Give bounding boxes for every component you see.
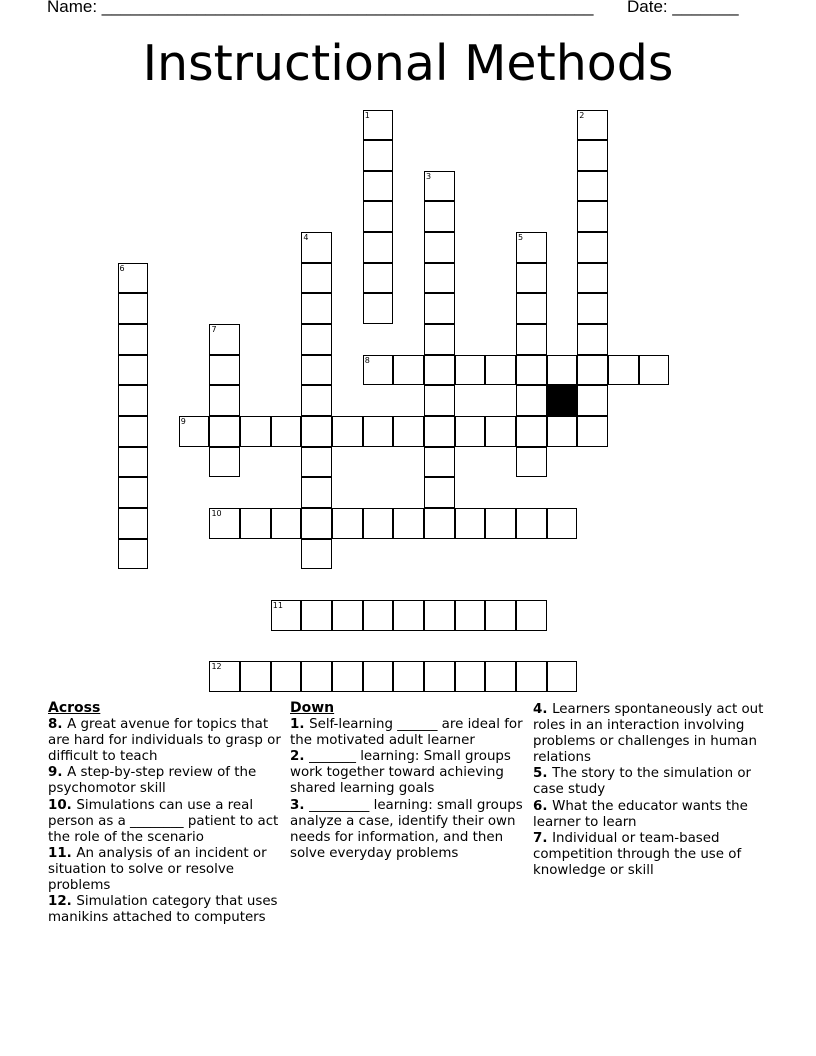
grid-cell[interactable]: [301, 263, 332, 294]
grid-cell[interactable]: [547, 416, 578, 447]
grid-cell[interactable]: [363, 355, 394, 386]
page-title: Instructional Methods: [142, 35, 674, 92]
grid-cell[interactable]: [639, 355, 670, 386]
grid-cell[interactable]: [485, 600, 516, 631]
clue-number-label: 11.: [48, 845, 77, 861]
grid-cell[interactable]: [485, 661, 516, 692]
grid-cell[interactable]: [424, 477, 455, 508]
grid-cell[interactable]: [516, 661, 547, 692]
grid-cell[interactable]: [363, 661, 394, 692]
grid-cell[interactable]: [547, 355, 578, 386]
grid-cell[interactable]: [516, 232, 547, 263]
grid-cell[interactable]: [363, 600, 394, 631]
name-field[interactable]: Name: ____________________________________________________: [47, 0, 594, 16]
grid-cell[interactable]: [547, 661, 578, 692]
grid-cell[interactable]: [301, 661, 332, 692]
grid-cell[interactable]: [485, 355, 516, 386]
down-clue-list-continued: [533, 702, 769, 879]
grid-cell[interactable]: [332, 600, 363, 631]
grid-cell[interactable]: [240, 508, 271, 539]
grid-cell[interactable]: [516, 293, 547, 324]
grid-cell[interactable]: [424, 324, 455, 355]
grid-cell[interactable]: [118, 477, 149, 508]
clue-item: [48, 846, 286, 894]
clue-number: 8: [364, 355, 370, 365]
clue-text: A great avenue for topics that are hard for individuals to grasp or difficult to teach: [48, 717, 281, 765]
grid-cell[interactable]: [516, 508, 547, 539]
clue-number-label: 7.: [533, 830, 553, 846]
clue-text: Simulations can use a real person as a ________ patient to act the role of the scenario: [48, 797, 279, 845]
clue-number-label: 1.: [290, 717, 310, 733]
clue-text: _______ learning: Small groups work together toward achieving shared learning goals: [290, 749, 511, 797]
grid-cell[interactable]: [332, 416, 363, 447]
grid-cell[interactable]: [577, 293, 608, 324]
grid-cell[interactable]: [240, 416, 271, 447]
grid-cell[interactable]: [271, 661, 302, 692]
down-clues-column-1: [290, 700, 528, 862]
grid-cell[interactable]: [363, 201, 394, 232]
clue-item: [290, 749, 528, 797]
clue-text: Simulation category that uses manikins attached to computers: [48, 894, 278, 926]
grid-cell[interactable]: [118, 355, 149, 386]
clue-number-label: 2.: [290, 749, 310, 765]
grid-cell[interactable]: [577, 385, 608, 416]
grid-cell[interactable]: [577, 232, 608, 263]
grid-cell[interactable]: [577, 416, 608, 447]
grid-cell[interactable]: [118, 539, 149, 570]
grid-cell[interactable]: [516, 600, 547, 631]
clue-number: 7: [211, 325, 217, 335]
grid-cell[interactable]: [118, 385, 149, 416]
clue-text: What the educator wants the learner to learn: [533, 798, 748, 830]
grid-cell[interactable]: [393, 508, 424, 539]
grid-cell[interactable]: [424, 171, 455, 202]
grid-cell[interactable]: [424, 600, 455, 631]
grid-cell[interactable]: [301, 508, 332, 539]
clue-item: [48, 798, 286, 846]
grid-cell[interactable]: [393, 355, 424, 386]
grid-cell[interactable]: [301, 385, 332, 416]
grid-cell[interactable]: [209, 508, 240, 539]
clue-item: [48, 894, 286, 926]
grid-cell[interactable]: [455, 416, 486, 447]
grid-cell[interactable]: [332, 508, 363, 539]
grid-cell[interactable]: [516, 355, 547, 386]
grid-cell[interactable]: [424, 293, 455, 324]
grid-cell[interactable]: [393, 600, 424, 631]
grid-cell[interactable]: [301, 355, 332, 386]
grid-cell[interactable]: [209, 416, 240, 447]
grid-cell[interactable]: [118, 447, 149, 478]
clue-item: [533, 831, 769, 879]
grid-cell[interactable]: [363, 416, 394, 447]
grid-cell[interactable]: [118, 508, 149, 539]
grid-cell[interactable]: [424, 232, 455, 263]
grid-cell[interactable]: [577, 324, 608, 355]
clue-number: 10: [211, 508, 222, 518]
grid-cell[interactable]: [424, 416, 455, 447]
grid-cell[interactable]: [455, 508, 486, 539]
grid-cell[interactable]: [424, 263, 455, 294]
clue-number: 2: [579, 110, 585, 120]
grid-cell[interactable]: [577, 110, 608, 141]
grid-cell[interactable]: [209, 355, 240, 386]
grid-cell[interactable]: [179, 416, 210, 447]
grid-cell[interactable]: [363, 110, 394, 141]
grid-cell[interactable]: [301, 477, 332, 508]
grid-cell[interactable]: [363, 508, 394, 539]
grid-cell[interactable]: [118, 416, 149, 447]
grid-cell[interactable]: [363, 263, 394, 294]
clue-number: 4: [303, 233, 309, 243]
clue-item: [290, 798, 528, 862]
grid-cell[interactable]: [209, 661, 240, 692]
down-heading: Down: [290, 700, 335, 716]
grid-cell[interactable]: [577, 263, 608, 294]
clue-number-label: 4.: [533, 702, 553, 717]
grid-cell[interactable]: [455, 600, 486, 631]
clue-number-label: 5.: [533, 766, 553, 782]
grid-cell[interactable]: [424, 661, 455, 692]
across-clues: [48, 700, 286, 926]
grid-cell[interactable]: [240, 661, 271, 692]
grid-cell[interactable]: [301, 293, 332, 324]
grid-cell[interactable]: [301, 447, 332, 478]
clue-number: 1: [364, 110, 370, 120]
grid-cell[interactable]: [118, 324, 149, 355]
grid-cell[interactable]: [516, 385, 547, 416]
clue-number-label: 12.: [48, 894, 77, 910]
clue-number-label: 9.: [48, 765, 68, 781]
grid-cell[interactable]: [608, 355, 639, 386]
grid-cell[interactable]: [118, 263, 149, 294]
grid-cell[interactable]: [301, 232, 332, 263]
date-field[interactable]: Date: _______: [627, 0, 739, 16]
grid-cell[interactable]: [424, 447, 455, 478]
clue-number: 12: [211, 662, 222, 672]
down-clue-list: [290, 717, 528, 862]
clue-text: Learners spontaneously act out roles in an interaction involving problems or challenges in human relations: [533, 702, 764, 766]
grid-cell[interactable]: [301, 416, 332, 447]
grid-cell[interactable]: [547, 508, 578, 539]
grid-cell[interactable]: [455, 661, 486, 692]
grid-cell[interactable]: [301, 324, 332, 355]
across-heading: Across: [48, 700, 101, 716]
clue-number-label: 6.: [533, 798, 553, 814]
grid-cell[interactable]: [118, 293, 149, 324]
black-cell: [547, 385, 578, 416]
clue-text: An analysis of an incident or situation to solve or resolve problems: [48, 845, 267, 894]
grid-cell[interactable]: [271, 508, 302, 539]
grid-cell[interactable]: [393, 661, 424, 692]
grid-cell[interactable]: [301, 600, 332, 631]
grid-cell[interactable]: [577, 171, 608, 202]
clue-text: Individual or team-based competition through the use of knowledge or skill: [533, 830, 742, 878]
grid-cell[interactable]: [363, 140, 394, 171]
clue-number: 11: [272, 600, 283, 610]
grid-cell[interactable]: [363, 171, 394, 202]
grid-cell[interactable]: [209, 447, 240, 478]
clue-text: _________ learning: small groups analyze a case, identify their own needs for information, and then solve everyday problems: [290, 797, 523, 861]
grid-cell[interactable]: [209, 385, 240, 416]
grid-cell[interactable]: [485, 508, 516, 539]
grid-cell[interactable]: [516, 324, 547, 355]
clue-number: 9: [180, 417, 186, 426]
grid-cell[interactable]: [485, 416, 516, 447]
grid-cell[interactable]: [209, 324, 240, 355]
grid-cell[interactable]: [424, 508, 455, 539]
clue-item: [533, 766, 769, 798]
clue-item: [48, 717, 286, 765]
grid-cell[interactable]: [577, 201, 608, 232]
clue-number: 5: [517, 233, 524, 243]
grid-cell[interactable]: [516, 416, 547, 447]
clue-text: A step-by-step review of the psychomotor skill: [48, 765, 257, 797]
grid-cell[interactable]: [577, 140, 608, 171]
grid-cell[interactable]: [301, 539, 332, 570]
grid-cell[interactable]: [332, 661, 363, 692]
clue-text: Self-learning ______ are ideal for the motivated adult learner: [290, 717, 523, 749]
grid-cell[interactable]: [516, 263, 547, 294]
grid-cell[interactable]: [271, 416, 302, 447]
grid-cell[interactable]: [577, 355, 608, 386]
grid-cell[interactable]: [424, 385, 455, 416]
down-clues-column-2: [533, 702, 769, 879]
clue-number-label: 3.: [290, 797, 310, 813]
across-clue-list: [48, 717, 286, 926]
clue-number-label: 8.: [48, 717, 68, 733]
clue-text: The story to the simulation or case study: [533, 766, 752, 798]
clue-number: 3: [426, 171, 432, 181]
grid-cell[interactable]: [393, 416, 424, 447]
grid-cell[interactable]: [271, 600, 302, 631]
clue-number-label: 10.: [48, 797, 77, 813]
clue-item: [48, 765, 286, 797]
grid-cell[interactable]: [424, 201, 455, 232]
grid-cell[interactable]: [455, 355, 486, 386]
grid-cell[interactable]: [363, 293, 394, 324]
clue-item: [290, 717, 528, 749]
grid-cell[interactable]: [424, 355, 455, 386]
clue-number: 6: [119, 263, 125, 273]
clue-item: [533, 799, 769, 831]
grid-cell[interactable]: [363, 232, 394, 263]
clue-item: [533, 702, 769, 766]
grid-cell[interactable]: [516, 447, 547, 478]
